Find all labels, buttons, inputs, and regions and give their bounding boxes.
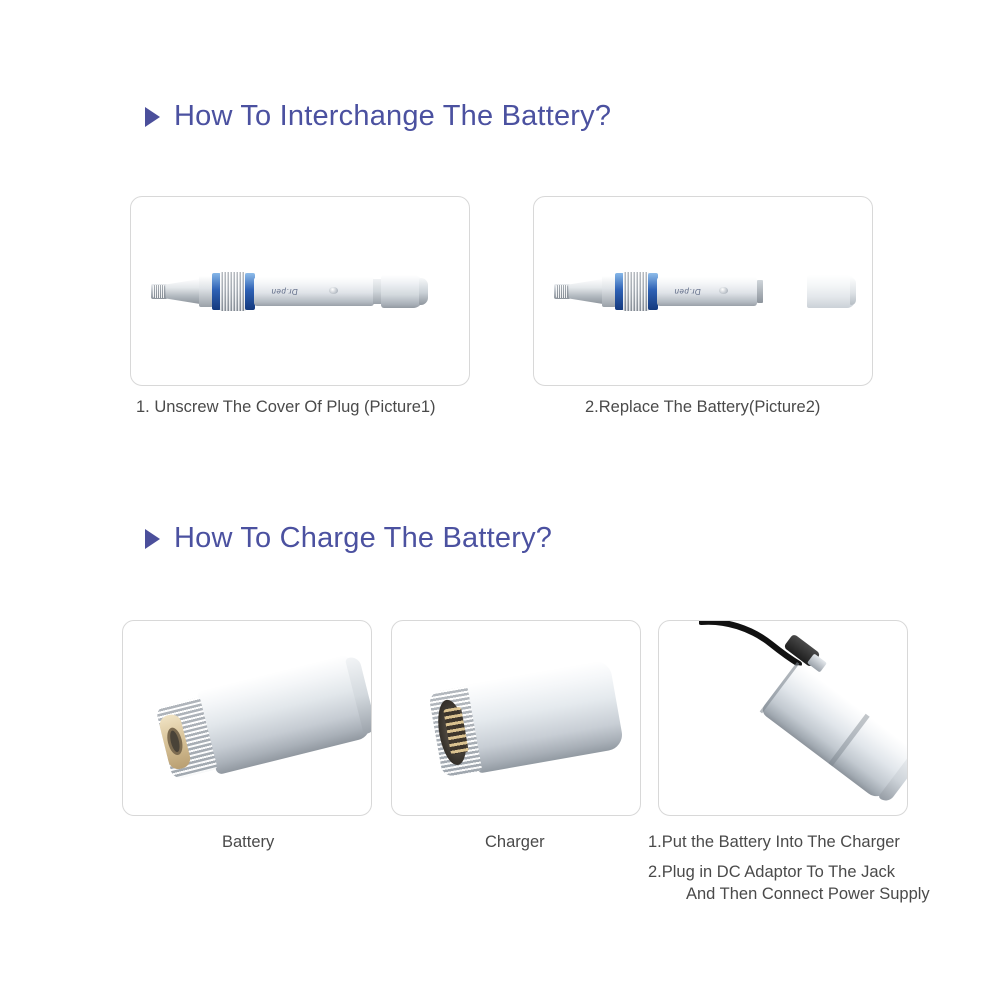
charger-band <box>828 714 869 767</box>
pen-cap-detached <box>807 275 855 308</box>
battery-barrel <box>196 653 372 775</box>
caption-charger: Charger <box>485 833 545 851</box>
derma-pen-illustration <box>151 251 451 331</box>
figure-charger <box>391 620 641 816</box>
caption-charging-line2: 2.Plug in DC Adaptor To The Jack <box>648 863 896 881</box>
charger-barrel <box>463 659 624 773</box>
figure-battery <box>122 620 372 816</box>
section-heading-text: How To Interchange The Battery? <box>174 100 612 132</box>
caption-unscrew-cover: 1. Unscrew The Cover Of Plug (Picture1) <box>136 398 436 416</box>
caption-charging-line1: 1.Put the Battery Into The Charger <box>648 833 900 851</box>
pen-body <box>657 277 757 306</box>
triangle-right-icon <box>145 107 160 127</box>
pen-collar <box>602 276 616 307</box>
caption-charging-line3: And Then Connect Power Supply <box>686 885 930 903</box>
pen-cap-end <box>419 278 428 305</box>
pen-cap-end <box>850 278 856 305</box>
pen-cap <box>381 275 423 308</box>
charger-end-cap <box>878 752 908 804</box>
pen-knurled-dial <box>623 272 649 311</box>
battery-illustration <box>151 639 372 798</box>
figure-unscrew-cover <box>130 196 470 386</box>
pen-brand-label: Dr.pen <box>271 287 298 296</box>
figure-replace-battery <box>533 196 873 386</box>
pen-cone <box>166 279 200 304</box>
pen-cone <box>569 279 603 304</box>
pen-open-end <box>757 280 763 303</box>
pen-power-button <box>329 287 338 294</box>
section-heading-charge <box>145 522 552 555</box>
derma-pen-detached-illustration <box>554 251 854 331</box>
pen-needle-ridges <box>153 285 165 298</box>
section-heading-text: How To Charge The Battery? <box>174 522 553 554</box>
pen-knurled-dial <box>220 272 246 311</box>
triangle-right-icon <box>145 529 160 549</box>
section-heading-interchange <box>145 100 611 133</box>
caption-replace-battery: 2.Replace The Battery(Picture2) <box>585 398 821 416</box>
charger-illustration <box>426 646 641 789</box>
pen-collar <box>199 276 213 307</box>
pen-needle-ridges <box>556 285 568 298</box>
pen-power-button <box>719 287 728 294</box>
figure-charging <box>658 620 908 816</box>
charging-illustration <box>699 620 908 816</box>
caption-battery: Battery <box>222 833 275 851</box>
pen-brand-label: Dr.pen <box>674 287 701 296</box>
